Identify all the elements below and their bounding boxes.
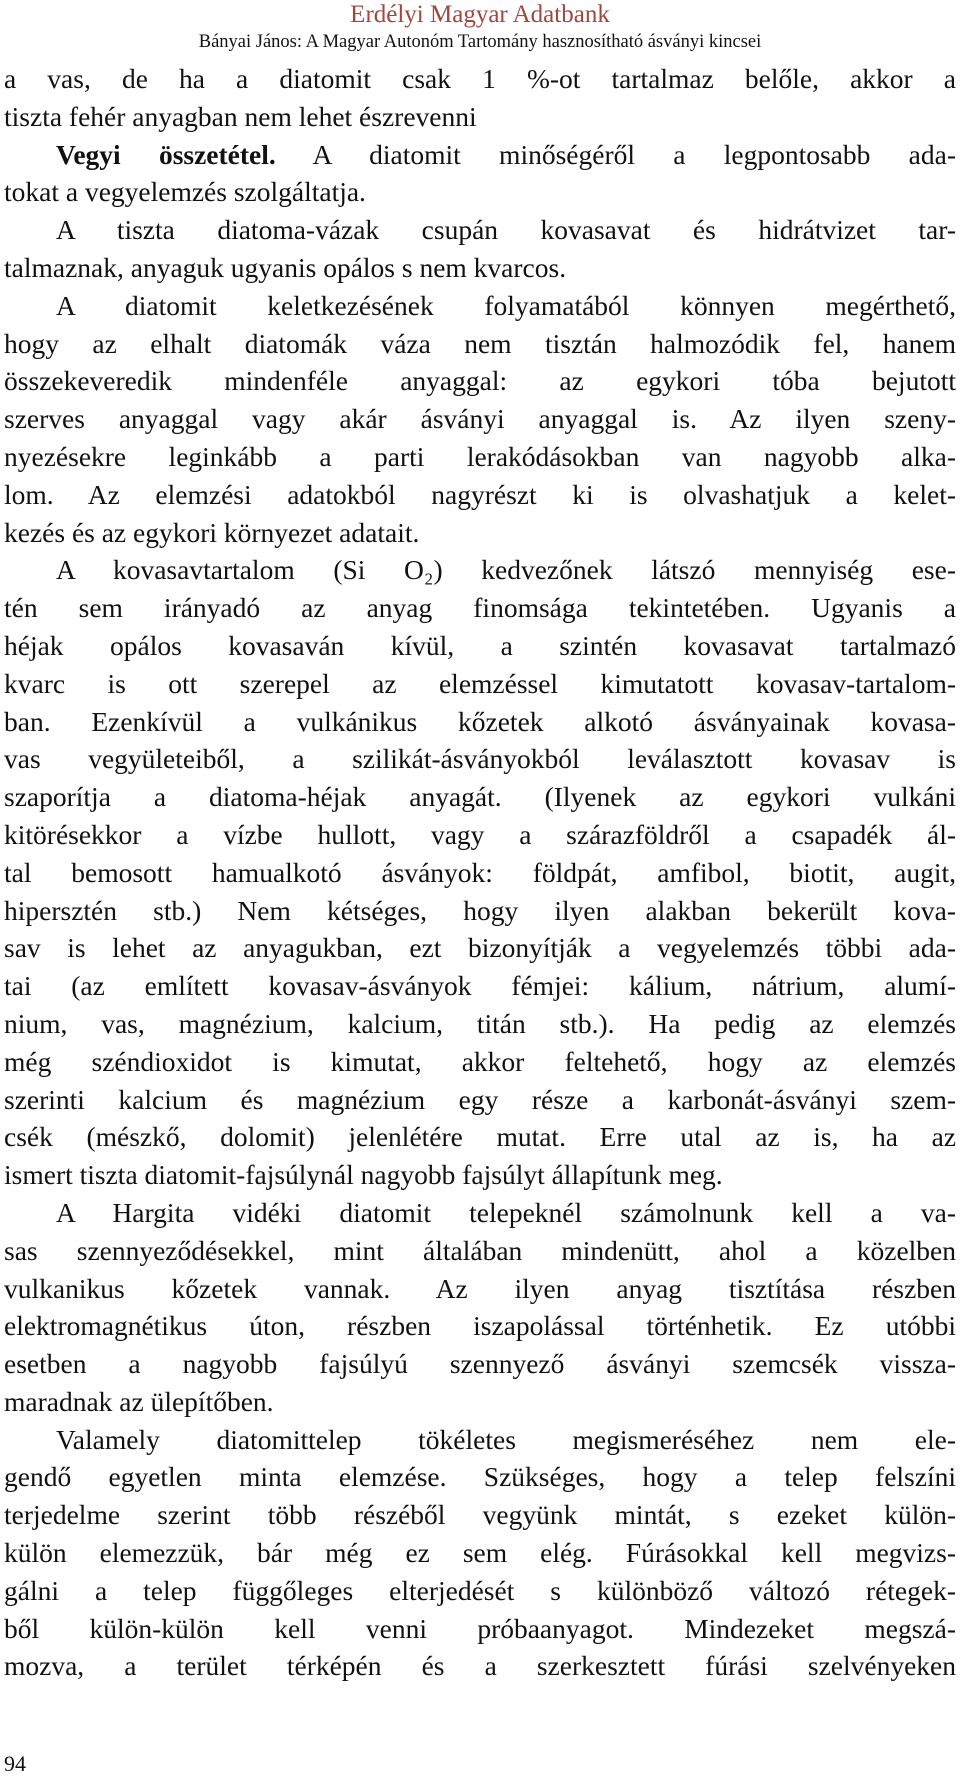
paragraph: [4, 136, 956, 212]
text-line: sav is lehet az anyagukban, ezt bizonyítják a vegyelemzés többi ada-: [4, 932, 956, 964]
paragraph: [4, 211, 956, 287]
text-line: ban. Ezenkívül a vulkánikus kőzetek alkotó ásványainak kovasa-: [4, 705, 956, 737]
text-line: vas vegyületeiből, a szilikát-ásványokból leválasztott kovasav is: [4, 743, 956, 775]
text-line: ből külön-külön kell venni próbaanyagot. Mindezeket megszá-: [4, 1612, 956, 1644]
text-line: terjedelme szerint több részéből vegyünk mintát, s ezeket külön-: [4, 1499, 956, 1531]
text-line: hogy az elhalt diatomák váza nem tisztán halmozódik fel, hanem: [4, 327, 956, 359]
text-line: vulkanikus kőzetek vannak. Az ilyen anyag tisztítása részben: [4, 1272, 956, 1304]
text-line: hipersztén stb.) Nem kétséges, hogy ilyen alakban bekerült kova-: [4, 894, 956, 926]
text-line: tal bemosott hamualkotó ásványok: földpát, amfibol, biotit, augit,: [4, 856, 956, 888]
running-title: Bányai János: A Magyar Autonóm Tartomány hasznosítható ásványi kincsei: [198, 32, 762, 52]
text-line: A tiszta diatoma-vázak csupán kovasavat és hidrátvizet tar-: [56, 214, 956, 246]
text-line: szerves anyaggal vagy akár ásványi anyaggal is. Az ilyen szeny-: [4, 403, 956, 435]
page-number: 94: [4, 1751, 26, 1776]
text-line: [4, 136, 956, 174]
text-line: a vas, de ha a diatomit csak 1 %-ot tartalmaz belőle, akkor a: [4, 63, 956, 94]
site-title: Erdélyi Magyar Adatbank: [350, 1, 610, 28]
text-line: esetben a nagyobb fajsúlyú szennyező ásványi szemcsék vissza-: [4, 1348, 956, 1380]
paragraph: [4, 287, 956, 552]
paragraph: [4, 1421, 956, 1686]
text-line: külön elemezzük, bár még ez sem elég. Fúrásokkal kell megvizs-: [4, 1537, 956, 1569]
text-line: tén sem irányadó az anyag finomsága tekintetében. Ugyanis a: [4, 592, 956, 624]
text-line: talmaznak, anyaguk ugyanis opálos s nem kvarcos.: [4, 251, 567, 283]
text-line: kitörésekkor a vízbe hullott, vagy a szárazföldről a csapadék ál-: [4, 818, 956, 850]
text-line: gálni a telep függőleges elterjedését s különböző változó rétegek-: [4, 1574, 956, 1606]
text-line: A Hargita vidéki diatomit telepeknél számolnunk kell a va-: [56, 1196, 956, 1228]
text-line: csék (mészkő, dolomit) jelenlétére mutat. Erre utal az is, ha az: [4, 1121, 956, 1153]
text-line: nium, vas, magnézium, kalcium, titán stb.). Ha pedig az elemzés: [4, 1007, 956, 1039]
text-line: kezés és az egykori környezet adatait.: [4, 516, 420, 548]
text-line: összekeveredik mindenféle anyaggal: az egykori tóba bejutott: [4, 365, 956, 397]
text-line: még széndioxidot is kimutat, akkor feltehető, hogy az elemzés: [4, 1045, 956, 1077]
text-line: sas szennyeződésekkel, mint általában mindenütt, ahol a közelben: [4, 1234, 956, 1266]
text-line: elektromagnétikus úton, részben iszapolással történhetik. Ez utóbbi: [4, 1310, 956, 1342]
text-line: tokat a vegyelemzés szolgáltatja.: [4, 176, 366, 208]
text-line: héjak opálos kovasaván kívül, a szintén kovasavat tartalmazó: [4, 629, 956, 661]
text-line: A diatomit keletkezésének folyamatából könnyen megérthető,: [56, 289, 956, 321]
text-line: tai (az említett kovasav-ásványok fémjei: kálium, nátrium, alumí-: [4, 970, 956, 1002]
text-line: gendő egyetlen minta elemzése. Szükséges, hogy a telep felszíni: [4, 1461, 956, 1493]
text-run: A diatomit minőségéről a legpontosabb ada-: [275, 138, 956, 170]
text-line: nyezésekre leginkább a parti lerakódásokban van nagyobb alka-: [4, 440, 956, 472]
text-line: A kovasavtartalom (Si O₂) kedvezőnek látszó mennyiség ese-: [56, 554, 956, 586]
paragraph: [4, 1194, 956, 1421]
page-header: [0, 0, 960, 54]
text-line: mozva, a terület térképén és a szerkesztett fúrási szelvényeken: [4, 1650, 956, 1682]
text-line: Valamely diatomittelep tökéletes megismeréséhez nem ele-: [56, 1423, 956, 1455]
text-line: lom. Az elemzési adatokból nagyrészt ki is olvashatjuk a kelet-: [4, 478, 956, 510]
text-line: kvarc is ott szerepel az elemzéssel kimutatott kovasav-tartalom-: [4, 667, 956, 699]
body-text: [4, 60, 956, 1685]
paragraph: [4, 551, 956, 1194]
text-line: tiszta fehér anyagban nem lehet észrevenni: [4, 100, 477, 132]
text-line: ismert tiszta diatomit-fajsúlynál nagyobb fajsúlyt állapítunk meg.: [4, 1159, 723, 1191]
text-line: maradnak az ülepítőben.: [4, 1385, 274, 1417]
paragraph: [4, 60, 956, 136]
text-line: szaporítja a diatoma-héjak anyagát. (Ilyenek az egykori vulkáni: [4, 781, 956, 813]
text-line: szerinti kalcium és magnézium egy része a karbonát-ásványi szem-: [4, 1083, 956, 1115]
section-heading: Vegyi összetétel.: [56, 138, 276, 170]
